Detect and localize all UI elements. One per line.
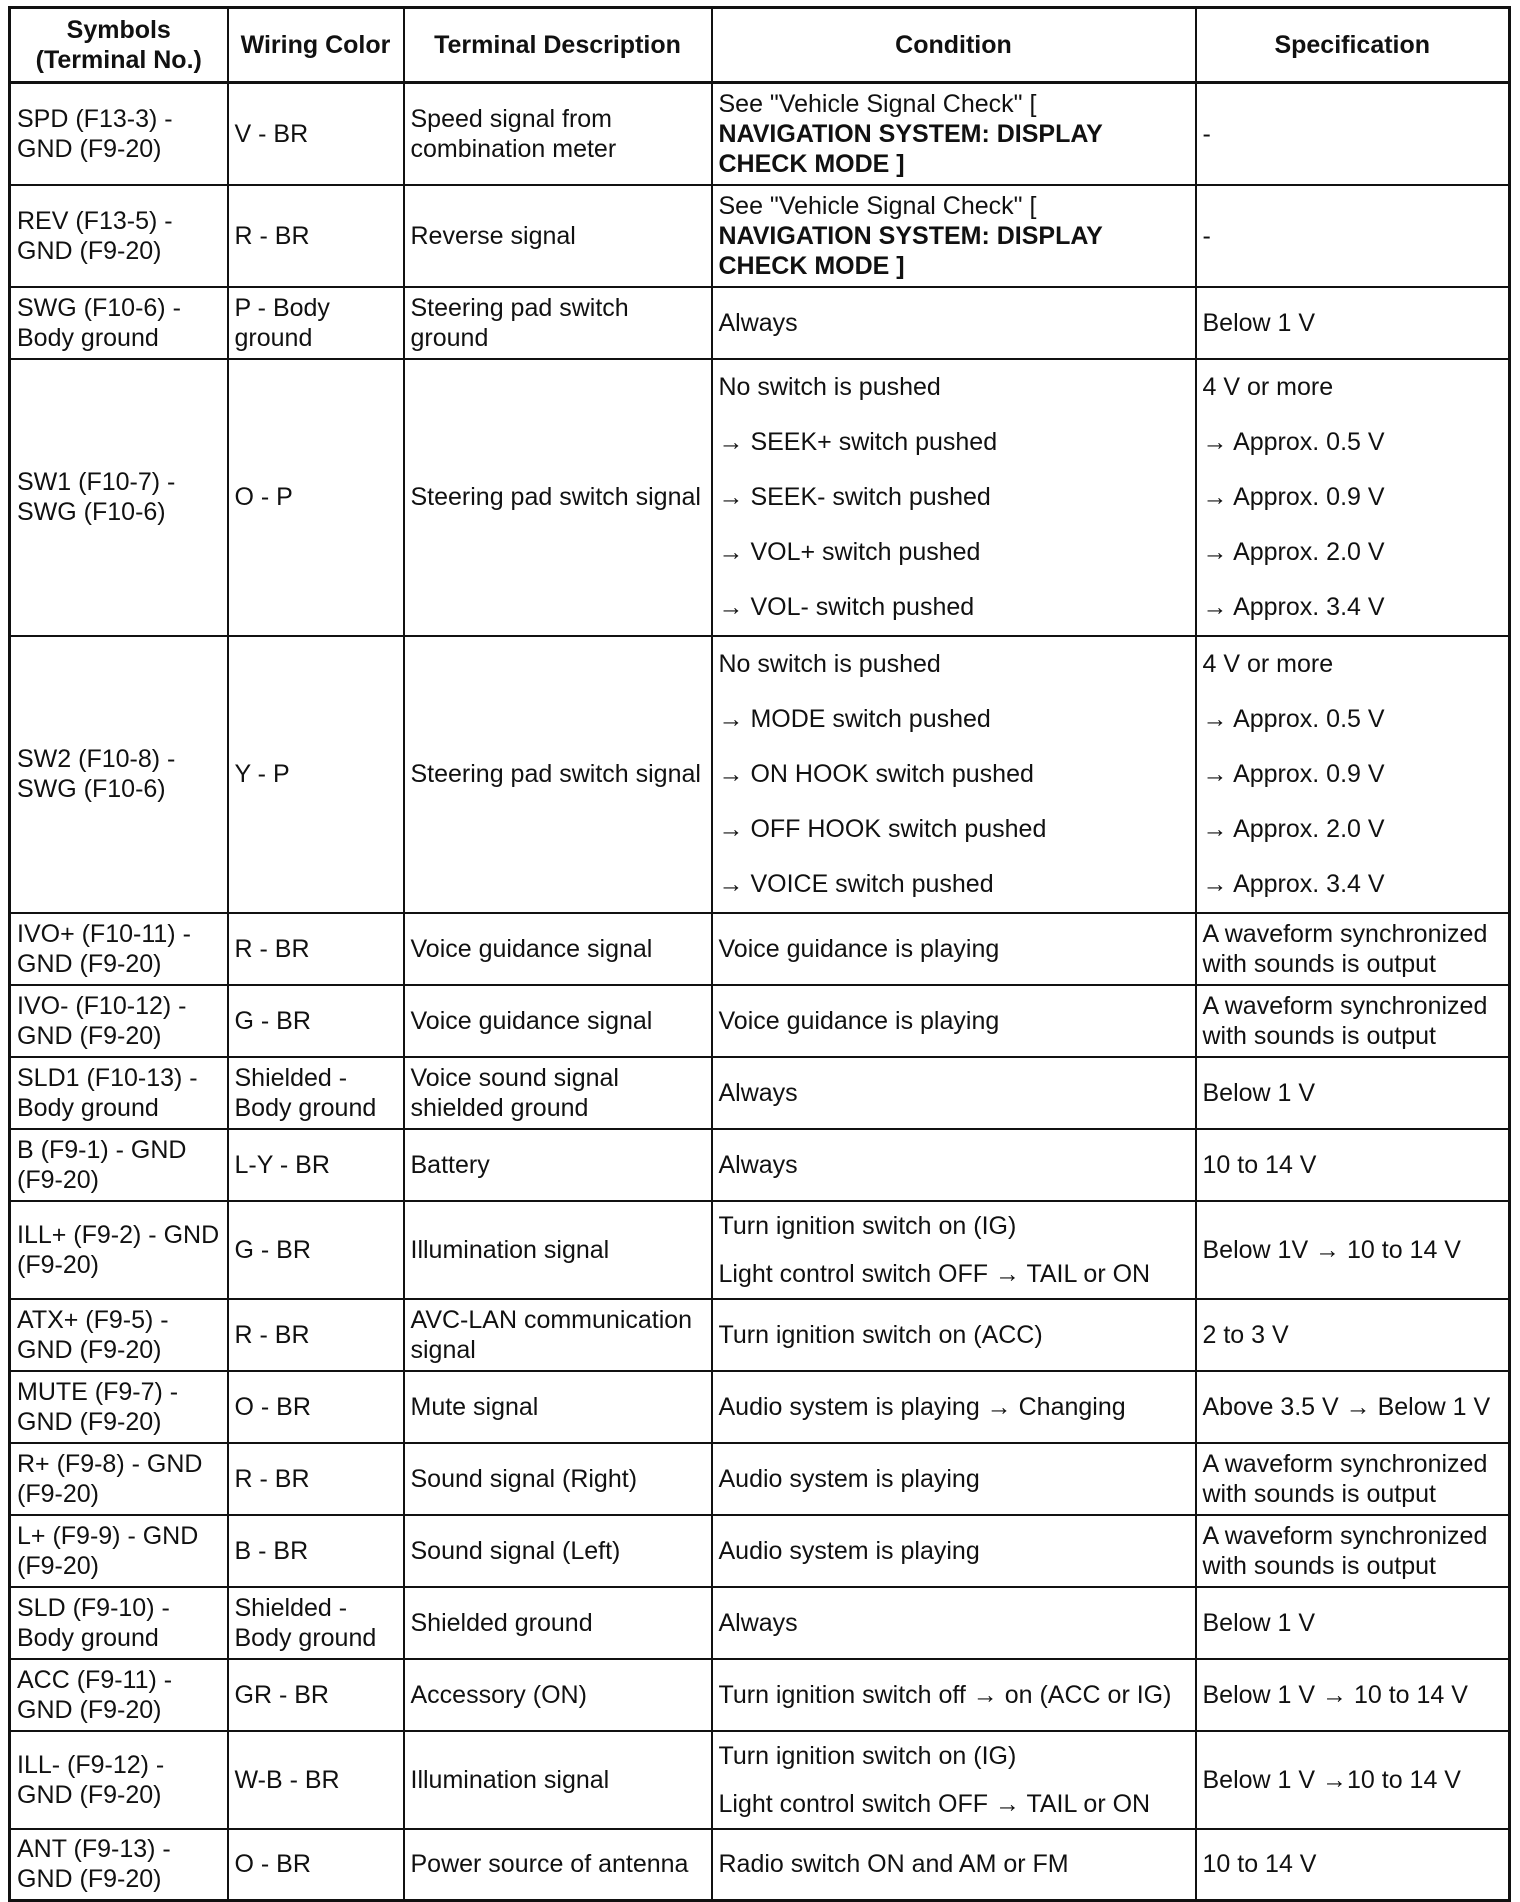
cell-terminal-description: Mute signal xyxy=(404,1371,712,1443)
condition-reference-title: NAVIGATION SYSTEM: DISPLAY CHECK MODE ] xyxy=(718,221,1103,280)
specification-line: → Approx. 0.5 V xyxy=(1202,427,1385,456)
cell-specification: Below 1V → 10 to 14 V xyxy=(1196,1201,1510,1299)
cell-condition: Audio system is playing → Changing xyxy=(712,1371,1196,1443)
cell-symbol: SW2 (F10-8) - SWG (F10-6) xyxy=(10,636,228,913)
cell-condition: Voice guidance is playing xyxy=(712,913,1196,985)
condition-reference: See "Vehicle Signal Check" [ xyxy=(718,191,1037,220)
header-condition: Condition xyxy=(712,8,1196,83)
cell-terminal-description: Voice guidance signal xyxy=(404,913,712,985)
cell-wiring-color: Shielded - Body ground xyxy=(228,1057,404,1129)
cell-condition: Always xyxy=(712,1587,1196,1659)
header-specification: Specification xyxy=(1196,8,1510,83)
specification-line: → Approx. 0.9 V xyxy=(1202,759,1385,788)
table-row xyxy=(10,1057,1510,1129)
cell-symbol: ILL+ (F9-2) - GND (F9-20) xyxy=(10,1201,228,1299)
specification-line: → Approx. 3.4 V xyxy=(1202,592,1385,621)
cell-specification: Below 1 V xyxy=(1196,1587,1510,1659)
condition-line: → OFF HOOK switch pushed xyxy=(718,814,1047,843)
table-body xyxy=(10,83,1510,1901)
table-row xyxy=(10,1515,1510,1587)
cell-specification: 2 to 3 V xyxy=(1196,1299,1510,1371)
specification-line: → Approx. 0.5 V xyxy=(1202,704,1385,733)
cell-wiring-color: R - BR xyxy=(228,1443,404,1515)
cell-condition xyxy=(712,185,1196,287)
table-row xyxy=(10,1443,1510,1515)
specification-line: → Approx. 3.4 V xyxy=(1202,869,1385,898)
cell-condition: Voice guidance is playing xyxy=(712,985,1196,1057)
cell-terminal-description: Speed signal from combination meter xyxy=(404,83,712,185)
cell-terminal-description: Illumination signal xyxy=(404,1731,712,1829)
cell-symbol: ANT (F9-13) - GND (F9-20) xyxy=(10,1829,228,1901)
table-row xyxy=(10,359,1510,636)
header-symbols: Symbols (Terminal No.) xyxy=(10,8,228,83)
cell-symbol: MUTE (F9-7) - GND (F9-20) xyxy=(10,1371,228,1443)
table-row xyxy=(10,1371,1510,1443)
cell-specification: 10 to 14 V xyxy=(1196,1129,1510,1201)
table-row xyxy=(10,1829,1510,1901)
cell-wiring-color: Shielded - Body ground xyxy=(228,1587,404,1659)
table-row xyxy=(10,83,1510,185)
condition-line: → VOL+ switch pushed xyxy=(718,537,981,566)
cell-symbol: R+ (F9-8) - GND (F9-20) xyxy=(10,1443,228,1515)
cell-specification: A waveform synchronized with sounds is output xyxy=(1196,985,1510,1057)
cell-condition: Turn ignition switch on (ACC) xyxy=(712,1299,1196,1371)
cell-terminal-description: Illumination signal xyxy=(404,1201,712,1299)
condition-line: → SEEK+ switch pushed xyxy=(718,427,998,456)
specification-line: → Approx. 2.0 V xyxy=(1202,814,1385,843)
cell-terminal-description: Sound signal (Right) xyxy=(404,1443,712,1515)
cell-symbol: ACC (F9-11) - GND (F9-20) xyxy=(10,1659,228,1731)
table-row xyxy=(10,1731,1510,1829)
condition-line: → VOICE switch pushed xyxy=(718,869,994,898)
cell-condition: Audio system is playing xyxy=(712,1443,1196,1515)
cell-terminal-description: Steering pad switch ground xyxy=(404,287,712,359)
cell-condition: Always xyxy=(712,1057,1196,1129)
cell-symbol: ILL- (F9-12) - GND (F9-20) xyxy=(10,1731,228,1829)
table-row xyxy=(10,1299,1510,1371)
cell-terminal-description: AVC-LAN communication signal xyxy=(404,1299,712,1371)
cell-condition: Radio switch ON and AM or FM xyxy=(712,1829,1196,1901)
table-row xyxy=(10,287,1510,359)
cell-condition: Turn ignition switch off → on (ACC or IG) xyxy=(712,1659,1196,1731)
condition-line: → MODE switch pushed xyxy=(718,704,991,733)
cell-terminal-description: Battery xyxy=(404,1129,712,1201)
cell-terminal-description: Voice sound signal shielded ground xyxy=(404,1057,712,1129)
cell-wiring-color: O - P xyxy=(228,359,404,636)
specification-line: → Approx. 2.0 V xyxy=(1202,537,1385,566)
table-row xyxy=(10,913,1510,985)
cell-symbol: SWG (F10-6) - Body ground xyxy=(10,287,228,359)
cell-wiring-color: V - BR xyxy=(228,83,404,185)
cell-terminal-description: Sound signal (Left) xyxy=(404,1515,712,1587)
condition-reference-title: NAVIGATION SYSTEM: DISPLAY CHECK MODE ] xyxy=(718,119,1103,178)
cell-specification: Below 1 V →10 to 14 V xyxy=(1196,1731,1510,1829)
cell-terminal-description: Reverse signal xyxy=(404,185,712,287)
condition-line: No switch is pushed xyxy=(718,649,941,678)
header-wiring-color: Wiring Color xyxy=(228,8,404,83)
cell-terminal-description: Voice guidance signal xyxy=(404,985,712,1057)
cell-specification: A waveform synchronized with sounds is output xyxy=(1196,1443,1510,1515)
cell-wiring-color: O - BR xyxy=(228,1371,404,1443)
header-row xyxy=(10,8,1510,83)
condition-line: No switch is pushed xyxy=(718,372,941,401)
cell-wiring-color: R - BR xyxy=(228,913,404,985)
specification-line: → Approx. 0.9 V xyxy=(1202,482,1385,511)
cell-symbol: REV (F13-5) - GND (F9-20) xyxy=(10,185,228,287)
cell-wiring-color: P - Body ground xyxy=(228,287,404,359)
specification-line: 4 V or more xyxy=(1202,372,1334,401)
cell-condition xyxy=(712,83,1196,185)
cell-wiring-color: R - BR xyxy=(228,185,404,287)
cell-condition xyxy=(712,1201,1196,1299)
cell-symbol: IVO- (F10-12) - GND (F9-20) xyxy=(10,985,228,1057)
condition-line: Turn ignition switch on (IG) xyxy=(718,1741,1017,1770)
cell-specification: A waveform synchronized with sounds is output xyxy=(1196,1515,1510,1587)
cell-wiring-color: Y - P xyxy=(228,636,404,913)
specification-line: 4 V or more xyxy=(1202,649,1334,678)
cell-condition xyxy=(712,636,1196,913)
cell-wiring-color: O - BR xyxy=(228,1829,404,1901)
cell-terminal-description: Steering pad switch signal xyxy=(404,636,712,913)
cell-specification: A waveform synchronized with sounds is output xyxy=(1196,913,1510,985)
cell-wiring-color: L-Y - BR xyxy=(228,1129,404,1201)
condition-line: → SEEK- switch pushed xyxy=(718,482,991,511)
cell-wiring-color: G - BR xyxy=(228,1201,404,1299)
terminal-spec-table xyxy=(8,6,1511,1902)
cell-symbol: SLD (F9-10) - Body ground xyxy=(10,1587,228,1659)
cell-condition: Always xyxy=(712,1129,1196,1201)
table-row xyxy=(10,1659,1510,1731)
condition-line: Turn ignition switch on (IG) xyxy=(718,1211,1017,1240)
cell-symbol: SW1 (F10-7) - SWG (F10-6) xyxy=(10,359,228,636)
cell-specification: Below 1 V → 10 to 14 V xyxy=(1196,1659,1510,1731)
header-terminal-description: Terminal Description xyxy=(404,8,712,83)
condition-line: → VOL- switch pushed xyxy=(718,592,975,621)
cell-terminal-description: Steering pad switch signal xyxy=(404,359,712,636)
condition-line: Light control switch OFF → TAIL or ON xyxy=(718,1259,1151,1288)
cell-wiring-color: GR - BR xyxy=(228,1659,404,1731)
cell-wiring-color: G - BR xyxy=(228,985,404,1057)
condition-reference: See "Vehicle Signal Check" [ xyxy=(718,89,1037,118)
cell-terminal-description: Shielded ground xyxy=(404,1587,712,1659)
cell-terminal-description: Accessory (ON) xyxy=(404,1659,712,1731)
cell-symbol: IVO+ (F10-11) - GND (F9-20) xyxy=(10,913,228,985)
cell-specification: - xyxy=(1196,83,1510,185)
cell-symbol: SLD1 (F10-13) - Body ground xyxy=(10,1057,228,1129)
cell-specification xyxy=(1196,359,1510,636)
table-row xyxy=(10,1587,1510,1659)
table-row xyxy=(10,185,1510,287)
cell-wiring-color: R - BR xyxy=(228,1299,404,1371)
cell-symbol: L+ (F9-9) - GND (F9-20) xyxy=(10,1515,228,1587)
table-row xyxy=(10,636,1510,913)
cell-wiring-color: W-B - BR xyxy=(228,1731,404,1829)
cell-specification: Above 3.5 V → Below 1 V xyxy=(1196,1371,1510,1443)
condition-line: Light control switch OFF → TAIL or ON xyxy=(718,1789,1151,1818)
cell-condition xyxy=(712,1731,1196,1829)
cell-symbol: SPD (F13-3) - GND (F9-20) xyxy=(10,83,228,185)
table-row xyxy=(10,1129,1510,1201)
table-row xyxy=(10,985,1510,1057)
cell-condition: Always xyxy=(712,287,1196,359)
cell-wiring-color: B - BR xyxy=(228,1515,404,1587)
cell-specification: Below 1 V xyxy=(1196,287,1510,359)
cell-specification xyxy=(1196,636,1510,913)
cell-condition: Audio system is playing xyxy=(712,1515,1196,1587)
cell-specification: - xyxy=(1196,185,1510,287)
cell-condition xyxy=(712,359,1196,636)
cell-symbol: ATX+ (F9-5) - GND (F9-20) xyxy=(10,1299,228,1371)
cell-specification: 10 to 14 V xyxy=(1196,1829,1510,1901)
condition-line: → ON HOOK switch pushed xyxy=(718,759,1034,788)
cell-symbol: B (F9-1) - GND (F9-20) xyxy=(10,1129,228,1201)
cell-specification: Below 1 V xyxy=(1196,1057,1510,1129)
table-row xyxy=(10,1201,1510,1299)
cell-terminal-description: Power source of antenna xyxy=(404,1829,712,1901)
